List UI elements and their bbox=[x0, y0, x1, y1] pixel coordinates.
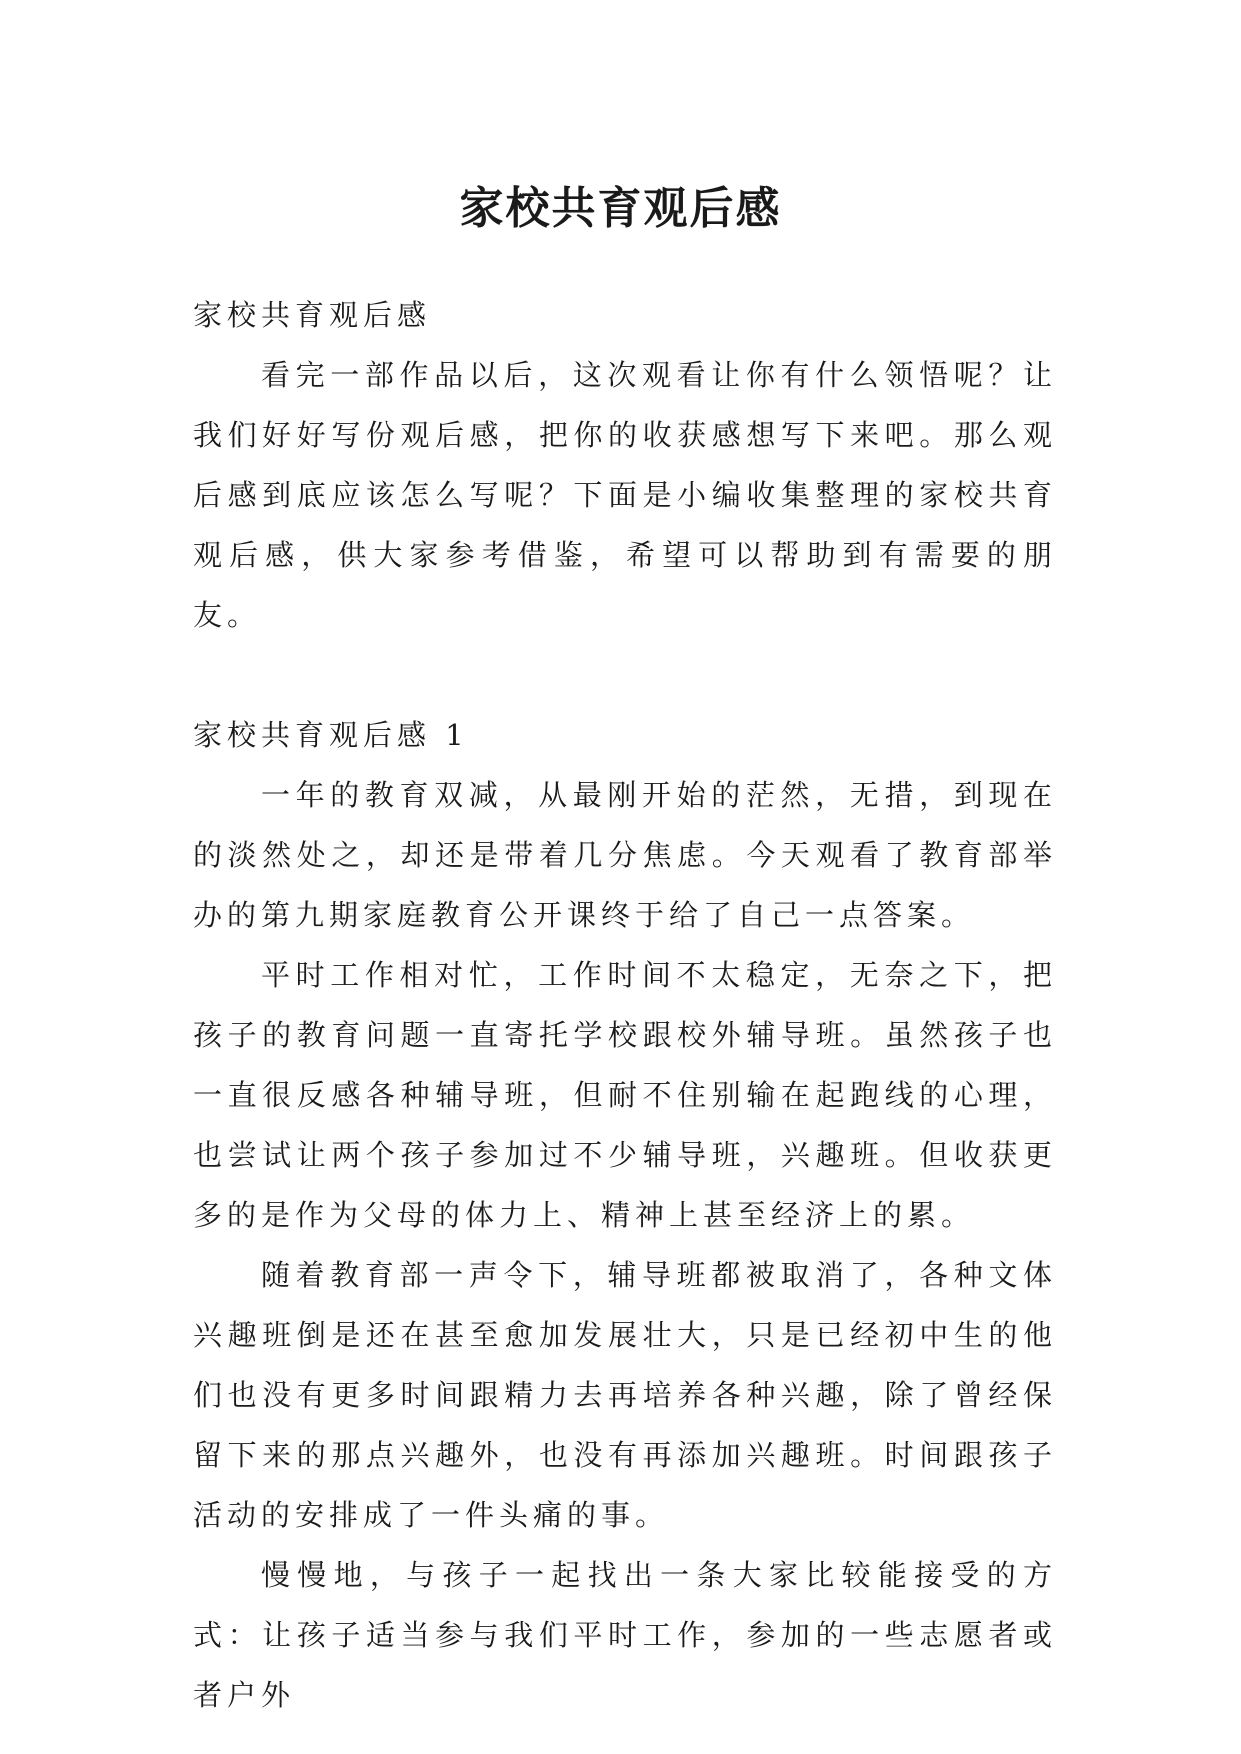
section1-paragraph-1: 一年的教育双减，从最刚开始的茫然，无措，到现在的淡然处之，却还是带着几分焦虑。今天观看了教育部举办的第九期家庭教育公开课终于给了自己一点答案。 bbox=[193, 778, 1057, 932]
section1-paragraph-4: 慢慢地，与孩子一起找出一条大家比较能接受的方式：让孩子适当参与我们平时工作，参加的一些志愿者或者户外 bbox=[193, 1558, 1057, 1712]
document-title: 家校共育观后感 bbox=[459, 183, 782, 235]
section-spacer bbox=[193, 645, 1057, 705]
document-body bbox=[193, 285, 1057, 1725]
section1-paragraph-2: 平时工作相对忙，工作时间不太稳定，无奈之下，把孩子的教育问题一直寄托学校跟校外辅导班。虽然孩子也一直很反感各种辅导班，但耐不住别输在起跑线的心理，也尝试让两个孩子参加过不少辅导班，兴趣班。但收获更多的是作为父母的体力上、精神上甚至经济上的累。 bbox=[193, 958, 1057, 1232]
intro-heading: 家校共育观后感 bbox=[193, 298, 432, 332]
section1-paragraph-3: 随着教育部一声令下，辅导班都被取消了，各种文体兴趣班倒是还在甚至愈加发展壮大，只是已经初中生的他们也没有更多时间跟精力去再培养各种兴趣，除了曾经保留下来的那点兴趣外，也没有再添加兴趣班。时间跟孩子活动的安排成了一件头痛的事。 bbox=[193, 1258, 1057, 1532]
intro-paragraph: 看完一部作品以后，这次观看让你有什么领悟呢？让我们好好写份观后感，把你的收获感想写下来吧。那么观后感到底应该怎么写呢？下面是小编收集整理的家校共育观后感，供大家参考借鉴，希望可以帮助到有需要的朋友。 bbox=[193, 358, 1057, 632]
section1-heading: 家校共育观后感 1 bbox=[193, 718, 469, 752]
